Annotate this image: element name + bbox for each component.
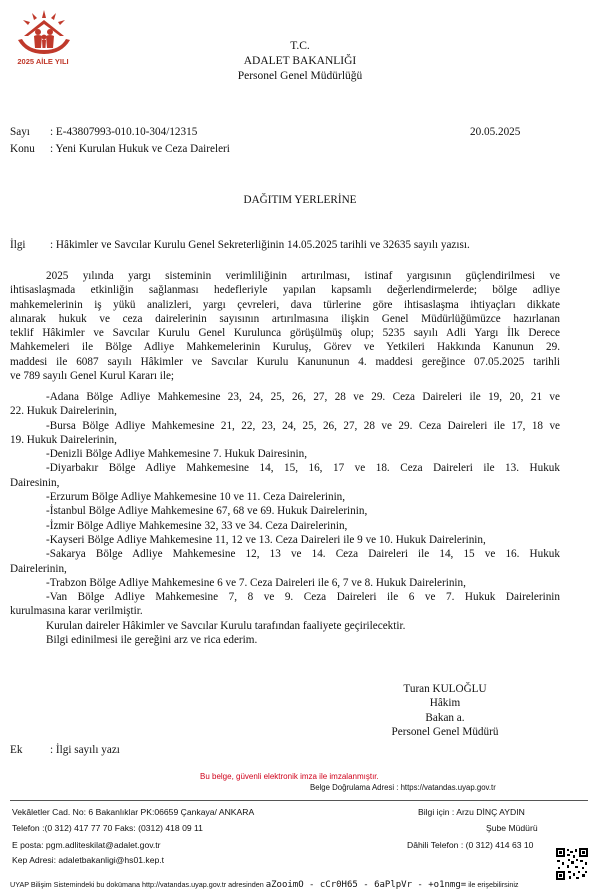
contact-extension: Dâhili Telefon : (0 312) 414 63 10	[407, 840, 534, 850]
esign-notice: Bu belge, güvenli elektronik imza ile imzalanmıştır.	[200, 772, 379, 781]
list-item: 19. Hukuk Dairelerinin,	[10, 433, 117, 446]
logo-caption: 2025 AİLE YILI	[17, 57, 69, 66]
list-item: -Diyarbakır Bölge Adliye Mahkemesine 14, 15, 16, 17 ve 18. Ceza Daireleri ile 13. Hukuk	[46, 462, 560, 475]
contact-person: Bilgi için : Arzu DİNÇ AYDIN	[418, 807, 525, 817]
list-item: -Bursa Bölge Adliye Mahkemesine 21, 22, 23, 24, 25, 26, 27, 28 ve 29. Ceza Daireleri ile 17, 18 ve	[46, 419, 560, 432]
footer-divider	[10, 800, 588, 801]
qr-code	[556, 848, 588, 880]
konu-label: Konu	[10, 143, 35, 155]
closing-line: Kurulan daireler Hâkimler ve Savcılar Kurulu tarafından faaliyete geçirilecektir.	[46, 619, 406, 632]
list-item: -İzmir Bölge Adliye Mahkemesine 32, 33 ve 34. Ceza Dairelerinin,	[46, 519, 348, 532]
paragraph-line: teklif Hâkimler ve Savcılar Kurulu Genel Kurulunca görüşülmüş olup; 5235 sayılı Adli Yargı İlk Derece	[10, 327, 560, 340]
list-item: -İstanbul Bölge Adliye Mahkemesine 67, 68 ve 69. Hukuk Dairelerinin,	[46, 505, 368, 518]
recipient-heading: DAĞITIM YERLERİNE	[243, 194, 357, 206]
paragraph-line: ve 789 sayılı Genel Kurul Kararı ile;	[10, 370, 175, 383]
list-item: -Erzurum Bölge Adliye Mahkemesine 10 ve 11. Ceza Dairelerinin,	[46, 491, 346, 504]
list-item: Dairelerinin,	[10, 562, 67, 575]
header-tc: T.C.	[290, 40, 310, 52]
header-directorate: Personel Genel Müdürlüğü	[237, 70, 363, 82]
list-item: Dairesinin,	[10, 476, 60, 489]
ek-label: Ek	[10, 744, 23, 756]
list-item: -Denizli Bölge Adliye Mahkemesine 7. Hukuk Dairesinin,	[46, 448, 307, 461]
uyap-code: aZooimO - cCr0H65 - 6aPlpVr - +o1nmg=	[265, 880, 467, 890]
uyap-access-line	[10, 880, 519, 890]
footer-address: Vekâletler Cad. No: 6 Bakanlıklar PK:06659 Çankaya/ ANKARA	[12, 807, 255, 817]
list-item: -Van Bölge Adliye Mahkemesine 7, 8 ve 9. Ceza Daireleri ile 6 ve 7. Hukuk Dairelerinin	[46, 591, 560, 604]
footer-email: E posta: pgm.adliteskilat@adalet.gov.tr	[12, 840, 161, 850]
konu-value: : Yeni Kurulan Hukuk ve Ceza Daireleri	[50, 143, 230, 155]
sayi-value: : E-43807993-010.10-304/12315	[50, 126, 198, 138]
verify-address: Belge Doğrulama Adresi : https://vatandas.uyap.gov.tr	[310, 783, 496, 792]
ilgi-label: İlgi	[10, 239, 26, 251]
paragraph-line: alınarak hukuk ve ceza dairelerinin sayısının artırılmasına ilişkin Genel Müdürlüğümüzce hazırlanan	[10, 312, 560, 325]
footer-phone: Telefon :(0 312) 417 77 70 Faks: (0312) 418 09 11	[12, 823, 203, 833]
list-item: kurulmasına karar verilmiştir.	[10, 605, 143, 618]
list-item: -Trabzon Bölge Adliye Mahkemesine 6 ve 7. Ceza Daireleri ile 6, 7 ve 8. Hukuk Dairelerinin,	[46, 576, 466, 589]
signer-title: Bakan a.	[425, 711, 465, 724]
paragraph-line: Mahkemeleri ile Bölge Adliye Mahkemelerinin Kuruluş, Görev ve Yetkileri Hakkında Kanunun 29.	[10, 341, 560, 354]
paragraph-line: maddesi ile 6087 sayılı Hâkimler ve Savcılar Kurulu Kanununun 4. maddesi gereğince 07.05.2025 tarihli	[10, 355, 560, 368]
contact-title: Şube Müdürü	[486, 823, 538, 833]
paragraph-line: mahkemelerinin iş yükü analizleri, yargı çevreleri, dava türlerine göre ihtisaslaşma ihtiyaçları dikkate	[10, 298, 560, 311]
signer-name: Turan KULOĞLU	[403, 683, 487, 695]
main-paragraph	[10, 269, 560, 383]
footer-kep: Kep Adresi: adaletbakanligi@hs01.kep.t	[12, 855, 165, 865]
uyap-prefix: UYAP Bilişim Sistemindeki bu dokümana http://vatandas.uyap.gov.tr adresinden	[10, 880, 264, 889]
paragraph-line: 2025 yılında yargı sisteminin verimliliğinin artırılması, istinaf yargısının güçlendirilmesi ve	[46, 270, 560, 282]
list-item: 22. Hukuk Dairelerinin,	[10, 405, 117, 418]
uyap-suffix: ile erişebilirsiniz	[468, 880, 519, 889]
header-ministry: ADALET BAKANLIĞI	[243, 55, 357, 67]
court-list	[10, 390, 560, 647]
signer-title: Personel Genel Müdürü	[391, 725, 499, 738]
ek-value: : İlgi sayılı yazı	[50, 744, 120, 756]
document-date: 20.05.2025	[470, 126, 521, 138]
signer-title: Hâkim	[429, 697, 461, 710]
list-item: -Kayseri Bölge Adliye Mahkemesine 11, 12 ve 13. Ceza Daireleri ile 9 ve 10. Hukuk Dairelerinin,	[46, 533, 486, 546]
list-item: -Adana Bölge Adliye Mahkemesine 23, 24, 25, 26, 27, 28 ve 29. Ceza Daireleri ile 19, 20, 21 ve	[46, 391, 560, 403]
signature-block	[380, 682, 510, 739]
list-item: -Sakarya Bölge Adliye Mahkemesine 12, 13 ve 14. Ceza Daireleri ile 14, 15 ve 16. Hukuk	[46, 548, 560, 561]
paragraph-line: ihtisaslaşmada etkinliğin sağlanması hedefleriyle yapılan kapsamlı değerlendirmelerde; bölge adliye	[10, 284, 560, 297]
ilgi-value: : Hâkimler ve Savcılar Kurulu Genel Sekreterliğinin 14.05.2025 tarihli ve 32635 sayılı yazısı.	[50, 239, 470, 251]
closing-line: Bilgi edinilmesi ile gereğini arz ve rica ederim.	[46, 634, 258, 647]
sayi-label: Sayı	[10, 126, 30, 138]
